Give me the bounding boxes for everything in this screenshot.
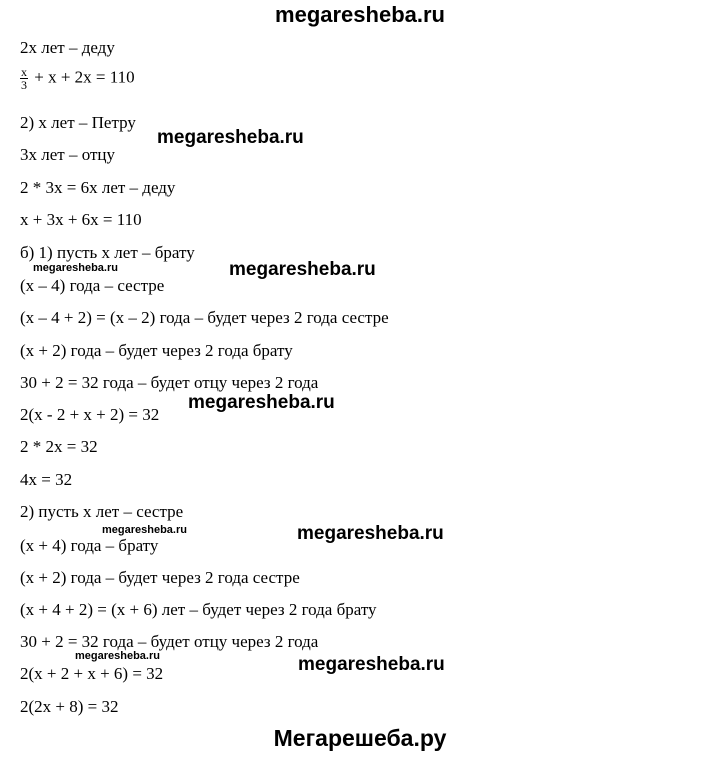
site-footer: Мегарешеба.ру bbox=[273, 725, 447, 751]
solution-line: (х + 2) года – будет через 2 года брату bbox=[20, 341, 293, 360]
solution-line: 2(2х + 8) = 32 bbox=[20, 697, 119, 716]
watermark: megaresheba.ru bbox=[298, 654, 445, 675]
solution-line: 2 * 2х = 32 bbox=[20, 437, 98, 456]
watermark: megaresheba.ru bbox=[102, 524, 187, 536]
fraction-denominator: 3 bbox=[21, 78, 27, 92]
solution-line: 2х лет – деду bbox=[20, 38, 115, 57]
solution-line: 30 + 2 = 32 года – будет отцу через 2 года bbox=[20, 373, 319, 392]
solution-line: 4х = 32 bbox=[20, 470, 73, 489]
site-header: megaresheba.ru bbox=[275, 2, 445, 27]
solution-line: (х + 4 + 2) = (х + 6) лет – будет через 2 года брату bbox=[20, 600, 377, 619]
fraction bbox=[20, 66, 28, 91]
solution-line: x + 3x + 6x = 110 bbox=[20, 210, 142, 229]
solution-line: 30 + 2 = 32 года – будет отцу через 2 года bbox=[20, 632, 319, 651]
equation-rest: + x + 2x = 110 bbox=[34, 67, 135, 87]
watermark: megaresheba.ru bbox=[297, 523, 444, 544]
solution-line: (х + 4) года – брату bbox=[20, 536, 159, 555]
solution-line: 3х лет – отцу bbox=[20, 145, 116, 164]
solution-line: (х – 4) года – сестре bbox=[20, 276, 165, 295]
solution-line: б) 1) пусть х лет – брату bbox=[20, 243, 195, 262]
watermark: megaresheba.ru bbox=[157, 127, 304, 148]
solution-line: 2(х + 2 + х + 6) = 32 bbox=[20, 664, 164, 683]
solution-line-fraction bbox=[20, 66, 135, 91]
watermark: megaresheba.ru bbox=[75, 650, 160, 662]
solution-line: (х + 2) года – будет через 2 года сестре bbox=[20, 568, 300, 587]
solution-line: 2) пусть х лет – сестре bbox=[20, 502, 184, 521]
solution-line: (х – 4 + 2) = (х – 2) года – будет через 2 года сестре bbox=[20, 308, 389, 327]
watermark: megaresheba.ru bbox=[188, 392, 335, 413]
fraction-numerator: x bbox=[21, 65, 27, 79]
solution-line: 2(х - 2 + х + 2) = 32 bbox=[20, 405, 160, 424]
watermark: megaresheba.ru bbox=[229, 259, 376, 280]
solution-line: 2 * 3х = 6х лет – деду bbox=[20, 178, 176, 197]
solution-line: 2) х лет – Петру bbox=[20, 113, 136, 132]
watermark: megaresheba.ru bbox=[33, 262, 118, 274]
